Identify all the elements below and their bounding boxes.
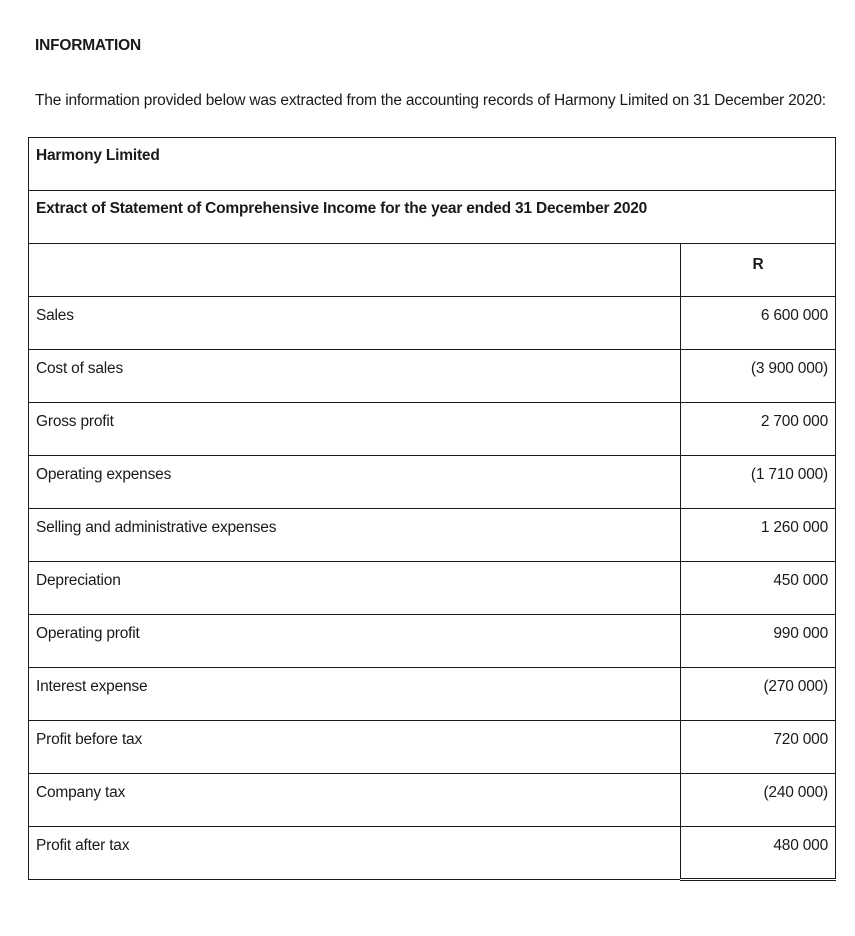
section-heading: INFORMATION <box>35 37 141 54</box>
row-label: Profit before tax <box>29 721 681 774</box>
table-row <box>29 668 836 721</box>
table-row <box>29 562 836 615</box>
table-row <box>29 509 836 562</box>
row-value: 6 600 000 <box>681 297 836 350</box>
row-value: (240 000) <box>681 774 836 827</box>
table-row <box>29 721 836 774</box>
table-row <box>29 774 836 827</box>
row-label: Company tax <box>29 774 681 827</box>
company-name: Harmony Limited <box>29 138 836 191</box>
company-row <box>29 138 836 191</box>
row-value: 1 260 000 <box>681 509 836 562</box>
table-row <box>29 456 836 509</box>
row-value: 480 000 <box>681 827 836 880</box>
row-value: 720 000 <box>681 721 836 774</box>
table-row <box>29 827 836 880</box>
currency-header: R <box>681 244 836 297</box>
row-value: (3 900 000) <box>681 350 836 403</box>
row-label: Selling and administrative expenses <box>29 509 681 562</box>
row-label: Cost of sales <box>29 350 681 403</box>
row-label: Operating profit <box>29 615 681 668</box>
row-label: Sales <box>29 297 681 350</box>
table-row <box>29 297 836 350</box>
income-statement-table <box>28 137 836 881</box>
table-row <box>29 615 836 668</box>
row-label: Operating expenses <box>29 456 681 509</box>
row-label: Interest expense <box>29 668 681 721</box>
column-header-row <box>29 244 836 297</box>
table-row <box>29 403 836 456</box>
row-value: (1 710 000) <box>681 456 836 509</box>
row-label: Gross profit <box>29 403 681 456</box>
intro-paragraph: The information provided below was extracted from the accounting records of Harmony Limited on 31 December 2020: <box>35 92 826 109</box>
row-value: (270 000) <box>681 668 836 721</box>
table-row <box>29 350 836 403</box>
row-value: 450 000 <box>681 562 836 615</box>
title-row <box>29 191 836 244</box>
row-label: Profit after tax <box>29 827 681 880</box>
row-label: Depreciation <box>29 562 681 615</box>
blank-header-cell <box>29 244 681 297</box>
row-value: 990 000 <box>681 615 836 668</box>
statement-title: Extract of Statement of Comprehensive Income for the year ended 31 December 2020 <box>29 191 836 244</box>
row-value: 2 700 000 <box>681 403 836 456</box>
